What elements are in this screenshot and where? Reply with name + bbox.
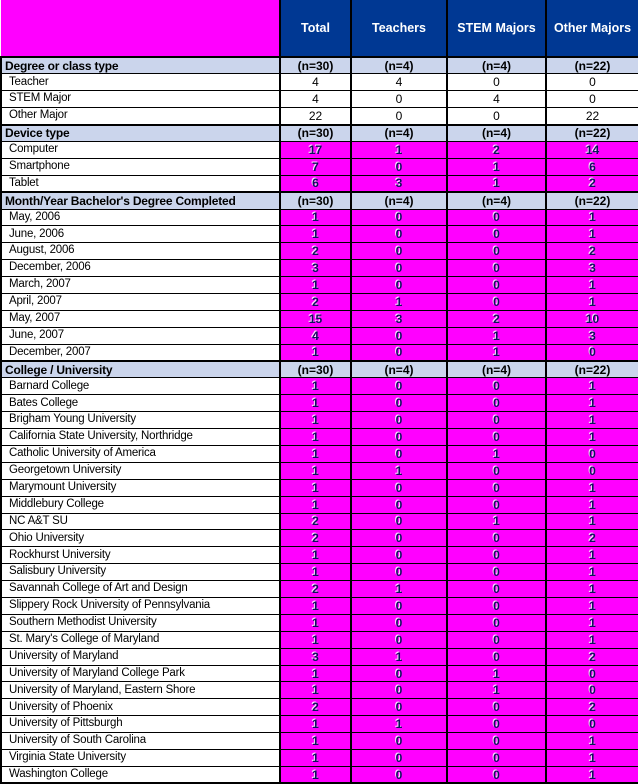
value-cell: 1 [546, 513, 638, 530]
value-cell: 1 [351, 648, 447, 665]
value-cell: 1 [546, 429, 638, 446]
row-label: STEM Major [1, 91, 280, 108]
value-cell: 1 [546, 766, 638, 783]
value-cell: 0 [546, 462, 638, 479]
value-cell: 0 [447, 648, 546, 665]
value-cell: 0 [351, 547, 447, 564]
row-label: April, 2007 [1, 293, 280, 310]
value-cell: 1 [280, 277, 351, 294]
value-cell: 0 [351, 209, 447, 226]
table-row [1, 412, 638, 429]
value-cell: 1 [280, 496, 351, 513]
table-row [1, 496, 638, 513]
value-cell: 1 [280, 209, 351, 226]
section-count-cell: (n=4) [351, 125, 447, 142]
value-cell: 1 [546, 412, 638, 429]
row-label: August, 2006 [1, 243, 280, 260]
row-label: December, 2007 [1, 344, 280, 361]
row-label: June, 2007 [1, 327, 280, 344]
row-label: University of Pittsburgh [1, 716, 280, 733]
value-cell: 1 [280, 445, 351, 462]
value-cell: 0 [447, 614, 546, 631]
value-cell: 0 [351, 226, 447, 243]
value-cell: 0 [447, 378, 546, 395]
value-cell: 0 [546, 665, 638, 682]
value-cell: 0 [447, 581, 546, 598]
row-label: Barnard College [1, 378, 280, 395]
value-cell: 7 [280, 158, 351, 175]
column-header-stem-majors: STEM Majors [447, 0, 546, 57]
value-cell: 6 [280, 175, 351, 192]
value-cell: 14 [546, 141, 638, 158]
table-row [1, 766, 638, 783]
value-cell: 1 [351, 462, 447, 479]
value-cell: 0 [351, 260, 447, 277]
value-cell: 0 [351, 699, 447, 716]
value-cell: 1 [546, 631, 638, 648]
value-cell: 3 [546, 327, 638, 344]
value-cell: 1 [280, 462, 351, 479]
section-label: College / University [1, 361, 280, 378]
value-cell: 2 [280, 293, 351, 310]
value-cell: 1 [546, 209, 638, 226]
table-row [1, 344, 638, 361]
value-cell: 3 [351, 310, 447, 327]
row-label: Washington College [1, 766, 280, 783]
value-cell: 1 [280, 598, 351, 615]
table-row [1, 74, 638, 91]
section-count-cell: (n=30) [280, 57, 351, 74]
value-cell: 1 [280, 412, 351, 429]
table-row [1, 479, 638, 496]
value-cell: 15 [280, 310, 351, 327]
row-label: Savannah College of Art and Design [1, 581, 280, 598]
value-cell: 0 [351, 445, 447, 462]
value-cell: 1 [546, 547, 638, 564]
section-count-cell: (n=4) [447, 361, 546, 378]
value-cell: 6 [546, 158, 638, 175]
value-cell: 1 [351, 716, 447, 733]
value-cell: 0 [447, 260, 546, 277]
value-cell: 3 [280, 260, 351, 277]
value-cell: 2 [546, 530, 638, 547]
value-cell: 0 [351, 513, 447, 530]
section-count-cell: (n=30) [280, 361, 351, 378]
value-cell: 1 [280, 631, 351, 648]
section-count-cell: (n=30) [280, 125, 351, 142]
corner-cell [1, 0, 280, 57]
section-count-cell: (n=4) [351, 361, 447, 378]
column-header-other-majors: Other Majors [546, 0, 638, 57]
value-cell: 1 [280, 226, 351, 243]
value-cell: 0 [351, 733, 447, 750]
section-count-cell: (n=22) [546, 192, 638, 209]
value-cell: 1 [280, 395, 351, 412]
value-cell: 0 [351, 378, 447, 395]
row-label: University of Maryland, Eastern Shore [1, 682, 280, 699]
row-label: May, 2007 [1, 310, 280, 327]
table-row [1, 462, 638, 479]
value-cell: 0 [351, 429, 447, 446]
table-row [1, 614, 638, 631]
value-cell: 1 [546, 581, 638, 598]
value-cell: 0 [447, 733, 546, 750]
section-header-row [1, 125, 638, 142]
value-cell: 0 [351, 91, 447, 108]
value-cell: 10 [546, 310, 638, 327]
value-cell: 1 [280, 716, 351, 733]
value-cell: 0 [447, 766, 546, 783]
row-label: Middlebury College [1, 496, 280, 513]
section-label: Degree or class type [1, 57, 280, 74]
value-cell: 0 [447, 226, 546, 243]
table-row [1, 243, 638, 260]
section-count-cell: (n=4) [447, 192, 546, 209]
value-cell: 0 [546, 91, 638, 108]
row-label: University of Phoenix [1, 699, 280, 716]
table-row [1, 141, 638, 158]
row-label: Brigham Young University [1, 412, 280, 429]
section-header-row [1, 57, 638, 74]
value-cell: 0 [351, 564, 447, 581]
value-cell: 0 [447, 74, 546, 91]
table-row [1, 395, 638, 412]
value-cell: 1 [546, 277, 638, 294]
value-cell: 2 [280, 581, 351, 598]
value-cell: 1 [280, 479, 351, 496]
table-row [1, 209, 638, 226]
section-count-cell: (n=30) [280, 192, 351, 209]
table-row [1, 445, 638, 462]
value-cell: 0 [447, 429, 546, 446]
value-cell: 1 [546, 496, 638, 513]
value-cell: 0 [351, 108, 447, 125]
table-row [1, 226, 638, 243]
table-row [1, 175, 638, 192]
value-cell: 0 [546, 682, 638, 699]
value-cell: 4 [351, 74, 447, 91]
section-count-cell: (n=22) [546, 57, 638, 74]
row-label: University of Maryland College Park [1, 665, 280, 682]
value-cell: 2 [447, 310, 546, 327]
section-count-cell: (n=4) [351, 57, 447, 74]
row-label: Teacher [1, 74, 280, 91]
section-label: Month/Year Bachelor's Degree Completed [1, 192, 280, 209]
column-header-total: Total [280, 0, 351, 57]
value-cell: 0 [546, 716, 638, 733]
table-row [1, 631, 638, 648]
value-cell: 0 [447, 209, 546, 226]
section-count-cell: (n=22) [546, 361, 638, 378]
value-cell: 1 [280, 733, 351, 750]
value-cell: 1 [447, 513, 546, 530]
row-label: December, 2006 [1, 260, 280, 277]
section-count-cell: (n=4) [447, 57, 546, 74]
table-row [1, 581, 638, 598]
section-label: Device type [1, 125, 280, 142]
value-cell: 1 [546, 226, 638, 243]
value-cell: 1 [280, 429, 351, 446]
value-cell: 1 [280, 547, 351, 564]
row-label: March, 2007 [1, 277, 280, 294]
value-cell: 1 [447, 175, 546, 192]
value-cell: 2 [280, 699, 351, 716]
table-row [1, 716, 638, 733]
value-cell: 1 [351, 141, 447, 158]
row-label: Smartphone [1, 158, 280, 175]
table-row [1, 158, 638, 175]
row-label: Georgetown University [1, 462, 280, 479]
value-cell: 1 [546, 598, 638, 615]
row-label: June, 2006 [1, 226, 280, 243]
section-count-cell: (n=4) [447, 125, 546, 142]
value-cell: 0 [351, 327, 447, 344]
table-row [1, 108, 638, 125]
value-cell: 0 [447, 496, 546, 513]
section-count-cell: (n=22) [546, 125, 638, 142]
value-cell: 3 [351, 175, 447, 192]
table-row [1, 750, 638, 767]
table-row [1, 648, 638, 665]
row-label: Slippery Rock University of Pennsylvania [1, 598, 280, 615]
value-cell: 0 [546, 445, 638, 462]
table-row [1, 429, 638, 446]
value-cell: 0 [351, 682, 447, 699]
value-cell: 0 [351, 344, 447, 361]
value-cell: 1 [447, 158, 546, 175]
value-cell: 1 [280, 665, 351, 682]
table-row [1, 277, 638, 294]
row-label: Marymount University [1, 479, 280, 496]
section-count-cell: (n=4) [351, 192, 447, 209]
value-cell: 1 [280, 344, 351, 361]
table-row [1, 293, 638, 310]
row-label: Computer [1, 141, 280, 158]
value-cell: 1 [546, 733, 638, 750]
value-cell: 0 [351, 479, 447, 496]
value-cell: 2 [546, 648, 638, 665]
table-row [1, 682, 638, 699]
value-cell: 3 [280, 648, 351, 665]
table-row [1, 91, 638, 108]
value-cell: 0 [447, 750, 546, 767]
table-row [1, 310, 638, 327]
row-label: St. Mary's College of Maryland [1, 631, 280, 648]
value-cell: 1 [546, 395, 638, 412]
row-label: University of Maryland [1, 648, 280, 665]
row-label: California State University, Northridge [1, 429, 280, 446]
row-label: Rockhurst University [1, 547, 280, 564]
value-cell: 1 [351, 293, 447, 310]
value-cell: 2 [280, 513, 351, 530]
value-cell: 1 [280, 750, 351, 767]
value-cell: 0 [447, 243, 546, 260]
value-cell: 0 [447, 412, 546, 429]
value-cell: 1 [546, 614, 638, 631]
table-row [1, 530, 638, 547]
table-row [1, 733, 638, 750]
value-cell: 1 [351, 581, 447, 598]
value-cell: 1 [447, 665, 546, 682]
value-cell: 1 [280, 564, 351, 581]
value-cell: 0 [447, 699, 546, 716]
header-row [1, 0, 638, 57]
value-cell: 0 [351, 614, 447, 631]
value-cell: 1 [447, 344, 546, 361]
value-cell: 0 [447, 277, 546, 294]
value-cell: 0 [351, 750, 447, 767]
value-cell: 2 [280, 530, 351, 547]
row-label: Other Major [1, 108, 280, 125]
row-label: Salisbury University [1, 564, 280, 581]
value-cell: 2 [546, 699, 638, 716]
value-cell: 1 [546, 479, 638, 496]
value-cell: 22 [280, 108, 351, 125]
value-cell: 0 [447, 479, 546, 496]
value-cell: 0 [447, 547, 546, 564]
row-label: Southern Methodist University [1, 614, 280, 631]
row-label: May, 2006 [1, 209, 280, 226]
table-row [1, 378, 638, 395]
value-cell: 0 [351, 530, 447, 547]
value-cell: 1 [546, 293, 638, 310]
value-cell: 1 [447, 682, 546, 699]
value-cell: 2 [280, 243, 351, 260]
value-cell: 0 [447, 530, 546, 547]
value-cell: 4 [447, 91, 546, 108]
table-row [1, 547, 638, 564]
row-label: Catholic University of America [1, 445, 280, 462]
value-cell: 0 [447, 564, 546, 581]
value-cell: 1 [546, 564, 638, 581]
value-cell: 2 [447, 141, 546, 158]
value-cell: 1 [447, 445, 546, 462]
value-cell: 0 [351, 665, 447, 682]
section-header-row [1, 361, 638, 378]
value-cell: 4 [280, 327, 351, 344]
value-cell: 0 [351, 766, 447, 783]
table-row [1, 598, 638, 615]
row-label: Bates College [1, 395, 280, 412]
value-cell: 0 [447, 462, 546, 479]
table-row [1, 699, 638, 716]
value-cell: 0 [546, 74, 638, 91]
value-cell: 0 [447, 598, 546, 615]
value-cell: 0 [351, 158, 447, 175]
value-cell: 1 [546, 750, 638, 767]
table-row [1, 665, 638, 682]
row-label: Virginia State University [1, 750, 280, 767]
value-cell: 4 [280, 74, 351, 91]
value-cell: 3 [546, 260, 638, 277]
value-cell: 0 [546, 344, 638, 361]
value-cell: 2 [546, 175, 638, 192]
table-row [1, 564, 638, 581]
value-cell: 17 [280, 141, 351, 158]
value-cell: 2 [546, 243, 638, 260]
row-label: Ohio University [1, 530, 280, 547]
value-cell: 1 [280, 766, 351, 783]
row-label: University of South Carolina [1, 733, 280, 750]
value-cell: 4 [280, 91, 351, 108]
value-cell: 1 [280, 378, 351, 395]
row-label: NC A&T SU [1, 513, 280, 530]
column-header-teachers: Teachers [351, 0, 447, 57]
value-cell: 0 [351, 598, 447, 615]
value-cell: 0 [447, 108, 546, 125]
row-label: Tablet [1, 175, 280, 192]
value-cell: 0 [351, 243, 447, 260]
value-cell: 22 [546, 108, 638, 125]
value-cell: 1 [447, 327, 546, 344]
value-cell: 0 [447, 631, 546, 648]
value-cell: 0 [351, 395, 447, 412]
value-cell: 0 [351, 412, 447, 429]
value-cell: 0 [447, 293, 546, 310]
value-cell: 0 [447, 716, 546, 733]
value-cell: 0 [351, 496, 447, 513]
table-row [1, 513, 638, 530]
table-row [1, 327, 638, 344]
value-cell: 0 [351, 277, 447, 294]
section-header-row [1, 192, 638, 209]
value-cell: 1 [280, 682, 351, 699]
table-row [1, 260, 638, 277]
value-cell: 1 [546, 378, 638, 395]
value-cell: 1 [280, 614, 351, 631]
value-cell: 0 [447, 395, 546, 412]
value-cell: 0 [351, 631, 447, 648]
